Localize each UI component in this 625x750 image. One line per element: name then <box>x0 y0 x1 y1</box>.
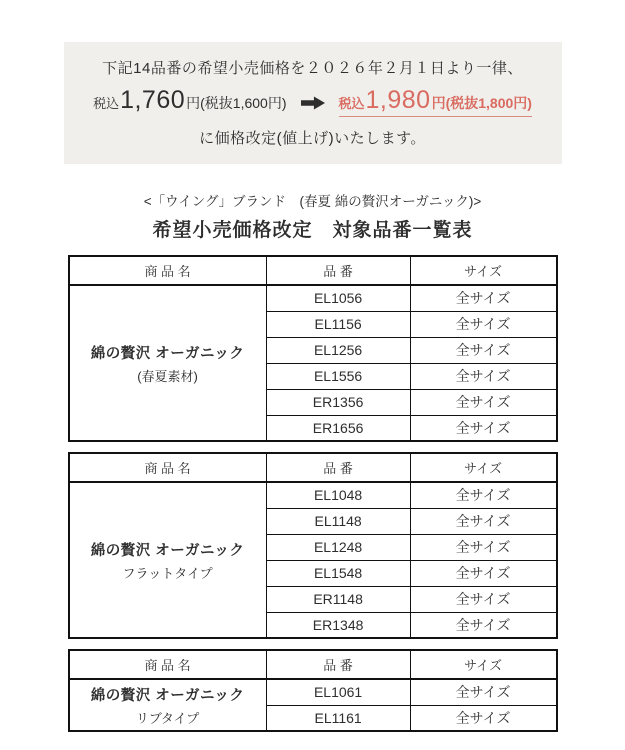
tables-container <box>0 255 625 732</box>
table-row <box>69 679 557 705</box>
item-size: 全サイズ <box>410 534 556 560</box>
right-arrow-icon <box>301 96 325 110</box>
notice-line3: に価格改定(値上げ)いたします。 <box>199 130 426 147</box>
notice-price-line <box>72 88 554 117</box>
header-row <box>69 650 557 679</box>
item-size: 全サイズ <box>410 311 556 337</box>
item-code: EL1048 <box>266 482 410 508</box>
item-size: 全サイズ <box>410 415 556 441</box>
item-size: 全サイズ <box>410 705 556 731</box>
item-code: ER1356 <box>266 389 410 415</box>
item-code: ER1348 <box>266 612 410 638</box>
col-header-2: 品 番 <box>266 650 410 679</box>
item-size: 全サイズ <box>410 482 556 508</box>
col-header-2: 品 番 <box>266 256 410 285</box>
item-code: EL1148 <box>266 508 410 534</box>
header-row <box>69 453 557 482</box>
page-title: 希望小売価格改定 対象品番一覧表 <box>152 220 473 241</box>
new-price-suffix: 円(税抜1,800円) <box>431 95 532 111</box>
item-size: 全サイズ <box>410 612 556 638</box>
product-subtitle: フラットタイプ <box>122 565 213 581</box>
col-header-1: 商 品 名 <box>69 650 267 679</box>
product-subtitle: リブタイプ <box>135 710 200 726</box>
item-code: EL1248 <box>266 534 410 560</box>
item-size: 全サイズ <box>410 389 556 415</box>
col-header-2: 品 番 <box>266 453 410 482</box>
item-code: EL1156 <box>266 311 410 337</box>
old-price <box>93 88 286 113</box>
item-size: 全サイズ <box>410 285 556 311</box>
brand-subtitle: <「ウイング」ブランド (春夏 綿の贅沢オーガニック)> <box>143 194 482 209</box>
product-name: 綿の贅沢 オーガニック <box>90 345 245 362</box>
item-code: ER1656 <box>266 415 410 441</box>
notice-line1: 下記14品番の希望小売価格を２０２６年２月１日より一律、 <box>102 60 523 77</box>
item-code: EL1548 <box>266 560 410 586</box>
old-price-tax-label: 税込 <box>93 96 120 111</box>
header-row <box>69 256 557 285</box>
new-price-tax-label: 税込 <box>338 96 365 111</box>
item-code: ER1148 <box>266 586 410 612</box>
col-header-3: サイズ <box>410 650 556 679</box>
item-size: 全サイズ <box>410 586 556 612</box>
item-size: 全サイズ <box>410 508 556 534</box>
col-header-3: サイズ <box>410 256 556 285</box>
col-header-1: 商 品 名 <box>69 256 267 285</box>
product-name: 綿の贅沢 オーガニック <box>90 542 245 559</box>
product-subtitle: (春夏素材) <box>137 368 198 384</box>
price-table-1 <box>68 255 558 442</box>
item-code: EL1161 <box>266 705 410 731</box>
old-price-suffix: 円(税抜1,600円) <box>186 95 287 111</box>
new-price <box>339 88 532 117</box>
item-size: 全サイズ <box>410 363 556 389</box>
product-name-cell <box>69 482 267 638</box>
item-code: EL1256 <box>266 337 410 363</box>
table-row <box>69 482 557 508</box>
col-header-3: サイズ <box>410 453 556 482</box>
product-name-cell <box>69 285 267 441</box>
product-name-cell <box>69 679 267 731</box>
product-name: 綿の贅沢 オーガニック <box>90 687 245 704</box>
item-size: 全サイズ <box>410 679 556 705</box>
col-header-1: 商 品 名 <box>69 453 267 482</box>
item-size: 全サイズ <box>410 337 556 363</box>
price-table-2 <box>68 452 558 639</box>
title-block <box>0 190 625 242</box>
table-row <box>69 285 557 311</box>
item-code: EL1556 <box>266 363 410 389</box>
price-table-3 <box>68 649 558 732</box>
item-code: EL1056 <box>266 285 410 311</box>
old-price-amount: 1,760 <box>120 86 186 114</box>
price-notice-box <box>64 42 562 164</box>
new-price-amount: 1,980 <box>365 86 431 114</box>
item-code: EL1061 <box>266 679 410 705</box>
item-size: 全サイズ <box>410 560 556 586</box>
